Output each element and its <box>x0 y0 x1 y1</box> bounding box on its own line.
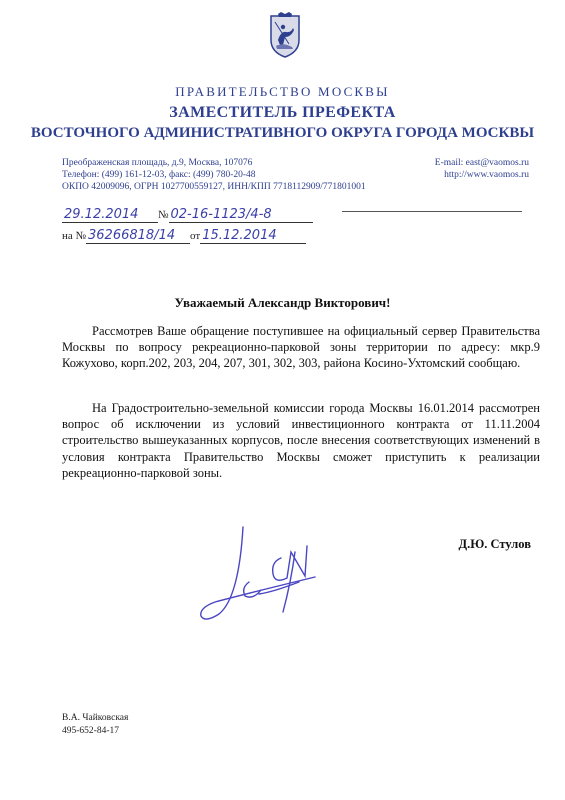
paragraph-1: Рассмотрев Ваше обращение поступившее на официальный сервер Правительства Москвы по вопросу рекреационно-парковой зоны территории по адресу: мкр.9 Кожухово, корп.202, 203, 204, 207, 301, 302, 303, района Косино-Ухтомский сообщаю. <box>62 324 540 371</box>
paragraph-2: На Градостроительно-земельной комиссии города Москвы 16.01.2014 рассмотрен вопрос об исключении из условий инвестиционного контракта от 11.11.2004 строительство вышеуказанных корпусов, после внесения соответствующих изменений в условия контракта Правительство Москвы сможет приступить к реализации рекреационно-парковой зоны. <box>62 401 540 480</box>
moscow-coat-of-arms-icon <box>269 12 301 58</box>
email-link[interactable]: E-mail: east@vaomos.ru <box>434 158 529 168</box>
in-reply-prefix: на № <box>62 230 87 242</box>
executor-phone: 495-652-84-17 <box>62 725 119 736</box>
handwritten-signature <box>195 522 345 634</box>
office-title: ЗАМЕСТИТЕЛЬ ПРЕФЕКТА <box>169 104 396 121</box>
address-line: Преображенская площадь, д.9, Москва, 107076 <box>62 158 253 168</box>
contact-block <box>435 157 529 181</box>
outgoing-registration <box>62 207 313 223</box>
codes-line: ОКПО 42009096, ОГРН 1027700559127, ИНН/КПП 7718112909/771801001 <box>62 182 366 192</box>
address-block <box>62 157 366 193</box>
outgoing-number: 02-16-1123/4-8 <box>169 207 313 223</box>
office-subtitle: ВОСТОЧНОГО АДМИНИСТРАТИВНОГО ОКРУГА ГОРОДА МОСКВЫ <box>30 125 535 141</box>
in-reply-from: от <box>190 230 201 242</box>
website-link[interactable]: http://www.vaomos.ru <box>444 170 529 180</box>
in-reply-number: 36266818/14 <box>86 228 190 244</box>
government-name: ПРАВИТЕЛЬСТВО МОСКВЫ <box>175 84 390 99</box>
phone-line: Телефон: (499) 161-12-03, факс: (499) 780-20-48 <box>62 170 256 180</box>
header-divider <box>342 211 522 212</box>
incoming-reference <box>62 228 306 244</box>
signer-name: Д.Ю. Стулов <box>458 537 531 551</box>
in-reply-date: 15.12.2014 <box>200 228 306 244</box>
number-prefix: № <box>158 209 169 221</box>
greeting: Уважаемый Александр Викторович! <box>174 295 391 310</box>
outgoing-date: 29.12.2014 <box>62 207 158 223</box>
executor-name: В.А. Чайковская <box>62 713 129 723</box>
executor-block <box>62 712 128 737</box>
